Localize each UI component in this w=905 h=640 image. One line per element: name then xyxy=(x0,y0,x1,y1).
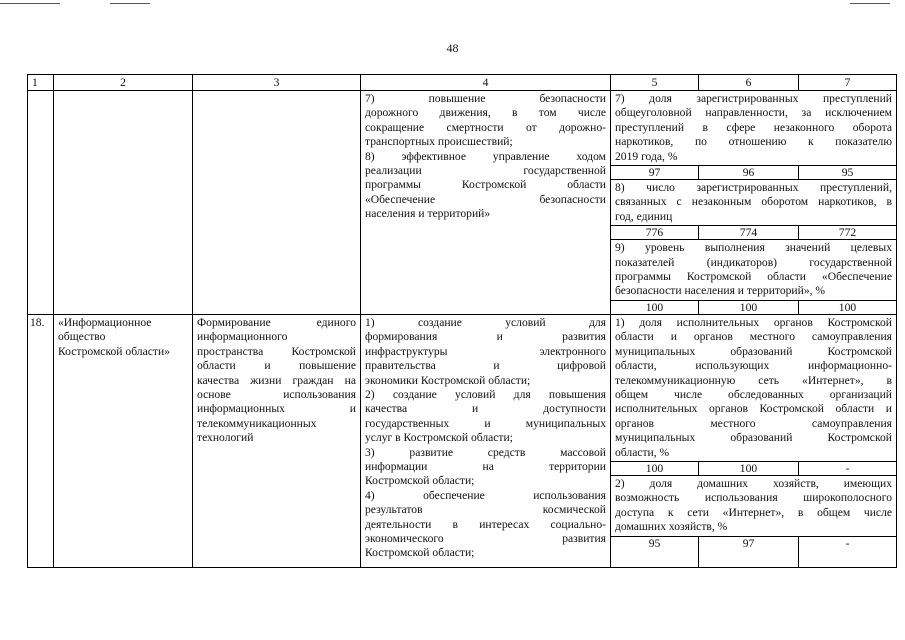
text-line: основе использования xyxy=(197,387,356,401)
text-line: телекоммуникационных xyxy=(197,416,317,430)
text-line: инфраструктуры электронного xyxy=(365,344,606,358)
text-line: услуг в Костромской области; xyxy=(365,431,513,445)
value-cell: 97 xyxy=(611,166,699,180)
indicator-text xyxy=(611,180,897,226)
value-cell: 100 xyxy=(799,300,897,314)
value-cell: 100 xyxy=(699,461,799,475)
value-cell: 776 xyxy=(611,226,699,240)
text-line: дорожного движения, в том числе xyxy=(365,106,606,120)
text-line: деятельности в интересах социально- xyxy=(365,517,606,531)
text-line: 2) создание условий для повышения xyxy=(365,387,606,401)
header-cell: 1 xyxy=(28,75,54,91)
header-row xyxy=(28,75,897,91)
indicator-text xyxy=(611,91,897,166)
indicator-text xyxy=(611,240,897,301)
text-line: сокращение смертности от дорожно- xyxy=(365,120,606,134)
text-line: муниципальных образований Костромской xyxy=(615,431,892,445)
header-cell: 7 xyxy=(799,75,897,91)
value-cell: 772 xyxy=(799,226,897,240)
text-line: Костромской области; xyxy=(365,474,475,488)
text-line: Костромской области; xyxy=(365,546,475,560)
text-line: безопасности населения и территорий», % xyxy=(615,284,826,298)
text-line: телекоммуникационную сеть «Интернет», в xyxy=(615,373,892,387)
text-line: области, % xyxy=(615,445,670,459)
text-line: реализации государственной xyxy=(365,164,606,178)
value-cell: 100 xyxy=(611,300,699,314)
text-line: 1) создание условий для xyxy=(365,315,606,329)
value-cell: 95 xyxy=(611,536,699,567)
value-cell: - xyxy=(799,536,897,567)
text-line: информационных и xyxy=(197,402,356,416)
text-line: государственных и муниципальных xyxy=(365,416,606,430)
text-line: домашних хозяйств, % xyxy=(615,520,728,534)
text-line: 7) доля зарегистрированных преступлений xyxy=(615,92,892,105)
program-table xyxy=(27,74,897,568)
cell-goal xyxy=(193,91,361,315)
text-line: исполнительных органов Костромской области и xyxy=(615,402,892,416)
header-cell: 3 xyxy=(193,75,361,91)
text-line: формирования и развития xyxy=(365,330,606,344)
text-line: правительства и цифровой xyxy=(365,359,606,373)
text-line: год, единиц xyxy=(615,209,673,223)
header-cell: 6 xyxy=(699,75,799,91)
value-cell: 95 xyxy=(799,166,897,180)
header-cell: 2 xyxy=(54,75,193,91)
value-cell: 100 xyxy=(699,300,799,314)
text-line: наркотиков, по отношению к показателю xyxy=(615,135,892,149)
text-line: показателей (индикаторов) государственной xyxy=(615,255,892,269)
scan-artifact-line xyxy=(850,3,890,4)
value-cell: 100 xyxy=(611,461,699,475)
text-line: области и органов местного самоуправления xyxy=(615,330,892,344)
text-line: пространства Костромской xyxy=(197,344,356,358)
cell-number xyxy=(28,91,54,315)
text-line: муниципальных образований Костромской xyxy=(615,344,892,358)
cell-tasks xyxy=(361,91,611,315)
text-line: «Информационное xyxy=(58,315,152,329)
text-line: 7) повышение безопасности xyxy=(365,92,606,105)
text-line: 8) число зарегистрированных преступлений, xyxy=(615,181,892,195)
text-line: 2019 года, % xyxy=(615,149,678,163)
text-line: доступа к сети «Интернет», в общем числе xyxy=(615,505,892,519)
text-line: качества и доступности xyxy=(365,402,606,416)
cell-number: 18. xyxy=(28,314,54,567)
text-line: экономики Костромской области; xyxy=(365,373,531,387)
page-number: 48 xyxy=(446,41,459,55)
value-cell: 774 xyxy=(699,226,799,240)
text-line: информационного xyxy=(197,330,288,344)
value-cell: 96 xyxy=(699,166,799,180)
scan-artifact-line xyxy=(110,3,150,4)
scan-artifact-line xyxy=(0,3,60,4)
text-line: населения и территорий» xyxy=(365,207,491,221)
cell-program-name xyxy=(54,314,193,567)
text-line: 1) доля исполнительных органов Костромской xyxy=(615,315,892,329)
table-row xyxy=(28,91,897,166)
table-row xyxy=(28,314,897,461)
text-line: «Обеспечение безопасности xyxy=(365,192,606,206)
cell-goal xyxy=(193,314,361,567)
text-line: возможность использования широкополосного xyxy=(615,491,892,505)
text-line: области и повышение xyxy=(197,359,356,373)
text-line: 2) доля домашних хозяйств, имеющих xyxy=(615,476,892,490)
text-line: 8) эффективное управление ходом xyxy=(365,149,606,163)
indicator-text xyxy=(611,314,897,461)
text-line: общеуголовной направленности, за исключением xyxy=(615,106,892,120)
value-cell: - xyxy=(799,461,897,475)
value-cell: 97 xyxy=(699,536,799,567)
text-line: экономического развития xyxy=(365,531,606,545)
text-line: программы Костромской области «Обеспечение xyxy=(615,270,892,284)
text-line: 9) уровень выполнения значений целевых xyxy=(615,241,892,255)
indicator-text xyxy=(611,475,897,536)
text-line: информации на территории xyxy=(365,459,606,473)
text-line: области, использующих информационно- xyxy=(615,359,892,373)
text-line: общество xyxy=(58,330,106,344)
cell-tasks xyxy=(361,314,611,567)
text-line: органов местного самоуправления xyxy=(615,416,892,430)
text-line: преступлений в сфере незаконного оборота xyxy=(615,120,892,134)
text-line: результатов космической xyxy=(365,503,606,517)
text-line: Костромской области» xyxy=(58,344,170,358)
cell-program-name xyxy=(54,91,193,315)
text-line: технологий xyxy=(197,431,254,445)
header-cell: 5 xyxy=(611,75,699,91)
text-line: Формирование единого xyxy=(197,315,356,329)
text-line: общем числе обследованных организаций xyxy=(615,387,892,401)
header-cell: 4 xyxy=(361,75,611,91)
text-line: 4) обеспечение использования xyxy=(365,488,606,502)
text-line: качества жизни граждан на xyxy=(197,373,356,387)
text-line: связанных с незаконным оборотом наркотиков, в xyxy=(615,195,892,209)
text-line: программы Костромской области xyxy=(365,178,606,192)
text-line: 3) развитие средств массовой xyxy=(365,445,606,459)
text-line: транспортных происшествий; xyxy=(365,135,513,149)
